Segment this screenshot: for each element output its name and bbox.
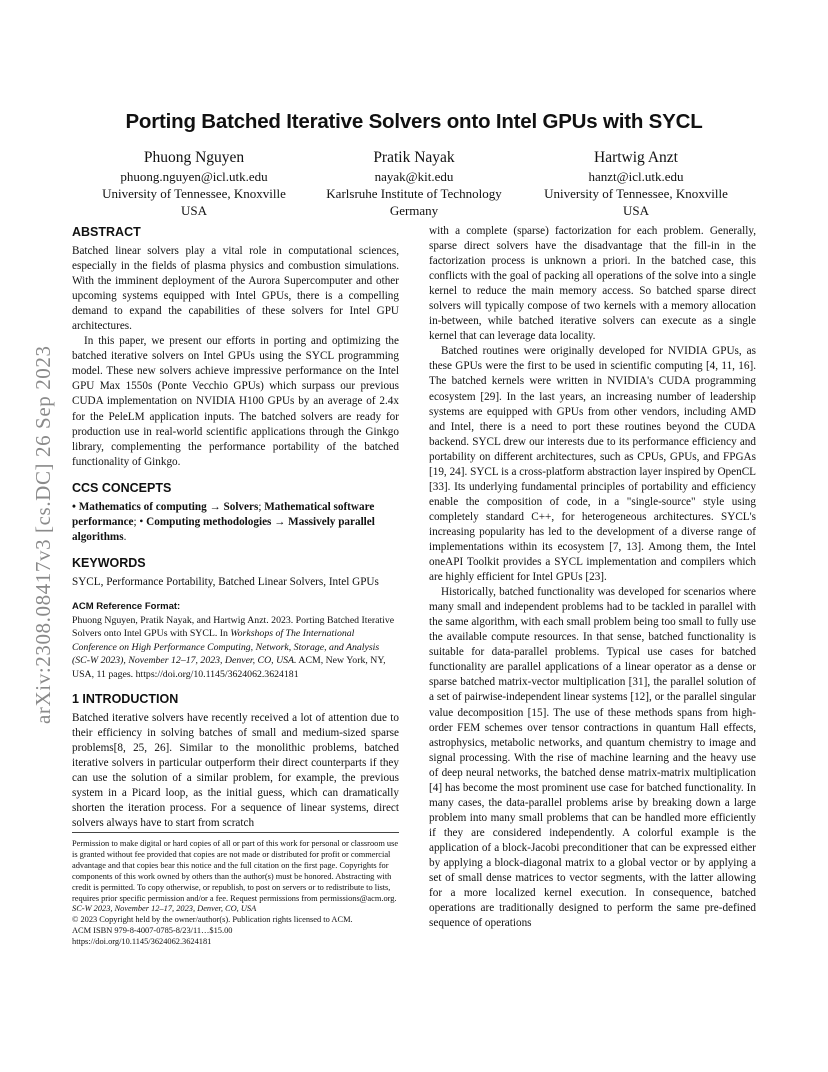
- keywords-heading: KEYWORDS: [72, 555, 146, 570]
- introduction-heading: 1 INTRODUCTION: [72, 691, 179, 706]
- author-name: Phuong Nguyen: [143, 149, 245, 166]
- acm-reference-heading: ACM Reference Format:: [72, 600, 181, 612]
- acm-reference-text: Phuong Nguyen, Pratik Nayak, and Hartwig Anzt. 2023. Porting Batched Iterative Solvers onto Intel GPUs with SYCL. In Workshops of The International Conference on High Performance Computing, Network, Storage, and Analysis (SC-W 2023), November 12–17, 2023, Denver, CO, USA. ACM, New York, NY, USA, 11 pages. https://doi.org/10.1145/3624062.3624181: [72, 614, 395, 680]
- author-email: phuong.nguyen@icl.utk.edu: [120, 169, 268, 184]
- abstract-heading: ABSTRACT: [72, 225, 141, 239]
- author-name: Hartwig Anzt: [594, 149, 678, 166]
- introduction-paragraph: Batched iterative solvers have recently received a lot of attention due to their efficiency in solving batches of small and medium-sized sparse problems[8, 25, 26]. Similar to the monolithic problems, batched iterative solvers in particular outperform their direct counterparts if they can use the solution of a similar problem, for example, the previous system in a Picard loop, as the initial guess, which can dramatically shorten the iteration process. For a sequence of linear systems, direct solvers always have to start from scratch: [72, 711, 399, 830]
- copyright-line: © 2023 Copyright held by the owner/author(s). Publication rights licensed to ACM.: [72, 915, 353, 925]
- right-column: [429, 224, 756, 931]
- author-affiliation: University of Tennessee, Knoxville: [102, 186, 286, 201]
- author-block-2: [294, 148, 534, 219]
- left-column: [72, 224, 399, 831]
- author-affiliation: Karlsruhe Institute of Technology: [326, 186, 502, 201]
- permission-notice: [72, 832, 399, 948]
- permission-text: Permission to make digital or hard copies of all or part of this work for personal or classroom use is granted without fee provided that copies are not made or distributed for profit or commercial advantage and that copies bear this notice and the full citation on the first page. Copyrights for components of this work owned by others than the author(s) must be honored. Abstracting with credit is permitted. To copy otherwise, or republish, to post on servers or to redistribute to lists, requires prior specific permission and/or a fee. Request permissions from permissions@acm.org.: [72, 839, 399, 903]
- abstract-paragraph: In this paper, we present our efforts in porting and optimizing the batched iterative solvers on Intel GPUs using the SYCL programming model. These new solvers achieve impressive performance on the Intel GPU Max 1550s (Ponte Vecchio GPUs) which surpass our previous CUDA implementation on NVIDIA H100 GPUs by an average of 2.4x for the PeleLM application inputs. The batched solvers are ready for production use in real-world scientific applications through the Ginkgo library, complementing the performance portability of the batched functionality of Ginkgo.: [72, 335, 399, 468]
- ccs-heading: CCS CONCEPTS: [72, 480, 172, 495]
- paper-title: Porting Batched Iterative Solvers onto Intel GPUs with SYCL: [125, 110, 703, 133]
- author-block-1: [74, 148, 314, 219]
- conference-line: SC-W 2023, November 12–17, 2023, Denver, CO, USA: [72, 904, 257, 914]
- author-email: hanzt@icl.utk.edu: [588, 169, 684, 184]
- keywords-text: SYCL, Performance Portability, Batched Linear Solvers, Intel GPUs: [72, 575, 379, 588]
- ccs-concepts: • Mathematics of computing → Solvers; Mathematical software performance; • Computing methodologies → Massively parallel algorithms.: [72, 500, 375, 543]
- author-email: nayak@kit.edu: [374, 169, 454, 184]
- isbn-line: ACM ISBN 979-8-4007-0785-8/23/11…$15.00: [72, 926, 233, 936]
- author-name: Pratik Nayak: [373, 149, 455, 166]
- author-country: USA: [622, 203, 649, 218]
- body-paragraph: with a complete (sparse) factorization for each problem. Generally, sparse direct solvers have the disadvantage that the fill-in in the factorization process is unknown a priori. In the batched case, this conflicts with the goal of packing all operations of the solve into a single kernel to reduce the main memory access. So batched sparse direct solvers will typically compose of two kernels with a memory allocation in-between, while batched iterative solvers can execute as a single kernel that can leverage data locality.: [429, 225, 756, 343]
- author-country: Germany: [389, 203, 439, 218]
- abstract-paragraph: Batched linear solvers play a vital role in computational sciences, especially in the fields of plasma physics and combustion simulations. With the imminent deployment of the Aurora Supercomputer and other upcoming systems equipped with Intel GPUs, there is a compelling demand to expand the capabilities of these solvers for Intel GPU architectures.: [72, 245, 399, 333]
- author-country: USA: [180, 203, 207, 218]
- body-paragraph: Batched routines were originally developed for NVIDIA GPUs, as these GPUs were the first to be used in scientific computing [4, 11, 16]. The batched kernels were written in NVIDIA's CUDA programming ecosystem [29]. In the last years, an increasing number of leadership systems are equipped with GPUs from other vendors, including AMD and Intel, there is a need to port these routines beyond the CUDA backend. SYCL drew our interests due to its performance efficiency and portability on different architectures, such as CPUs, GPUs, and FPGAs [19, 24]. SYCL is a cross-platform abstraction layer inspired by OpenCL [33]. Its underlying fundamental principles of portability and efficiency enable the composition of code, in a "single-source" style using completely standard C++, for heterogeneous architectures. SYCL's increasing popularity has led to the development of a diverse range of implementations within its ecosystem [7, 13]. Among them, the Intel oneAPI Toolkit provides a SYCL implementation and compilers which are highly efficient for Intel GPUs [23].: [429, 345, 756, 584]
- author-block-3: [516, 148, 756, 219]
- doi-link[interactable]: https://doi.org/10.1145/3624062.3624181: [72, 937, 212, 947]
- body-paragraph: Historically, batched functionality was developed for scenarios where many small and independent problems had to be tackled in parallel with the same algorithm, with each small problem being too small to fully use the available compute resources. In that sense, batched functionality is suitable for data-parallel problems. Typical use cases for batched functionality are parallel applications of a linear operator as a dense or sparse batched matrix-vector multiplication [31], the parallel solution of a set of pairwise-independent linear systems [12], or the parallel singular value decomposition [15]. The use of these methods spans from high-order FEM schemes over tensor contractions in quantum Hall effects, astrophysics, metabolic networks, and quantum chemistry to image and signal processing. With the rise of machine learning and the heavy use of deep neural networks, the batched dense matrix-matrix multiplication [4] has become the most prominent use case for batched functionality. In many cases, the data-parallel problems arise by breaking down a large problem into many small problems that can be handled more efficiently if they are considered independently. A colorful example is the application of a block-Jacobi preconditioner that can be expressed either by applying a block-diagonal matrix to a global vector or by applying a set of small dense matrices to vector segments, with the latter allowing for a more localized kernel execution. In consequence, batched operations are traditionally designed to perform the same pre-defined sequence of operations: [429, 586, 756, 930]
- author-affiliation: University of Tennessee, Knoxville: [544, 186, 728, 201]
- arxiv-identifier: [20, 288, 60, 728]
- arxiv-text: arXiv:2308.08417v3 [cs.DC] 26 Sep 2023: [31, 345, 55, 724]
